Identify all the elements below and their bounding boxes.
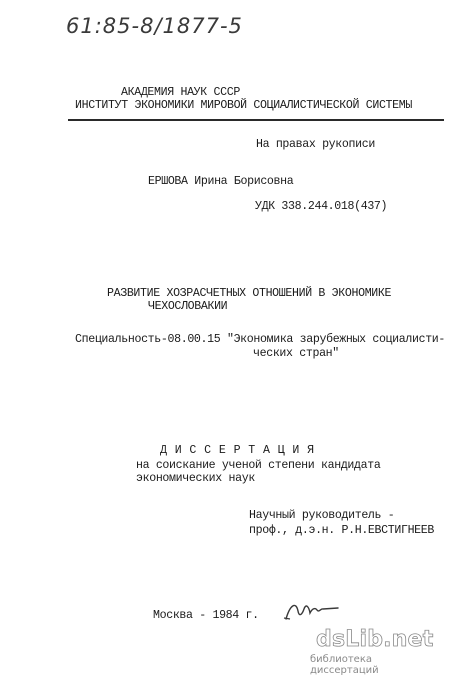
author-name: ЕРШОВА Ирина Борисовна (148, 175, 294, 188)
header-institute: ИНСТИТУТ ЭКОНОМИКИ МИРОВОЙ СОЦИАЛИСТИЧЕСКОЙ СИСТЕМЫ (75, 99, 412, 112)
supervisor-line-2: проф., д.э.н. Р.Н.ЕВСТИГНЕЕВ (249, 524, 435, 537)
degree-line-1: на соискание ученой степени кандидата (136, 459, 381, 472)
header-divider (68, 119, 444, 121)
specialty-line-2: ческих стран" (253, 347, 339, 360)
specialty-line-1: Специальность-08.00.15 "Экономика зарубежных социалисти- (75, 333, 446, 346)
watermark-subtitle: библиотека диссертаций (310, 654, 379, 676)
supervisor-line-1: Научный руководитель - (249, 509, 395, 522)
degree-line-2: экономических наук (136, 472, 255, 485)
rights-note: На правах рукописи (256, 138, 375, 151)
watermark-brand: dsLib.net (316, 627, 434, 652)
title-line-2: ЧЕХОСЛОВАКИИ (148, 300, 228, 313)
title-line-1: РАЗВИТИЕ ХОЗРАСЧЕТНЫХ ОТНОШЕНИЙ В ЭКОНОМИКЕ (107, 287, 392, 300)
handwritten-signature (282, 597, 344, 625)
watermark (310, 627, 436, 676)
place-year: Москва - 1984 г. (153, 609, 259, 622)
header-academy: АКАДЕМИЯ НАУК СССР (121, 86, 240, 99)
archive-code: 61:85-8/1877-5 (66, 14, 243, 38)
udk-code: УДК 338.244.018(437) (255, 200, 388, 213)
work-type: Д И С С Е Р Т А Ц И Я (160, 444, 315, 457)
